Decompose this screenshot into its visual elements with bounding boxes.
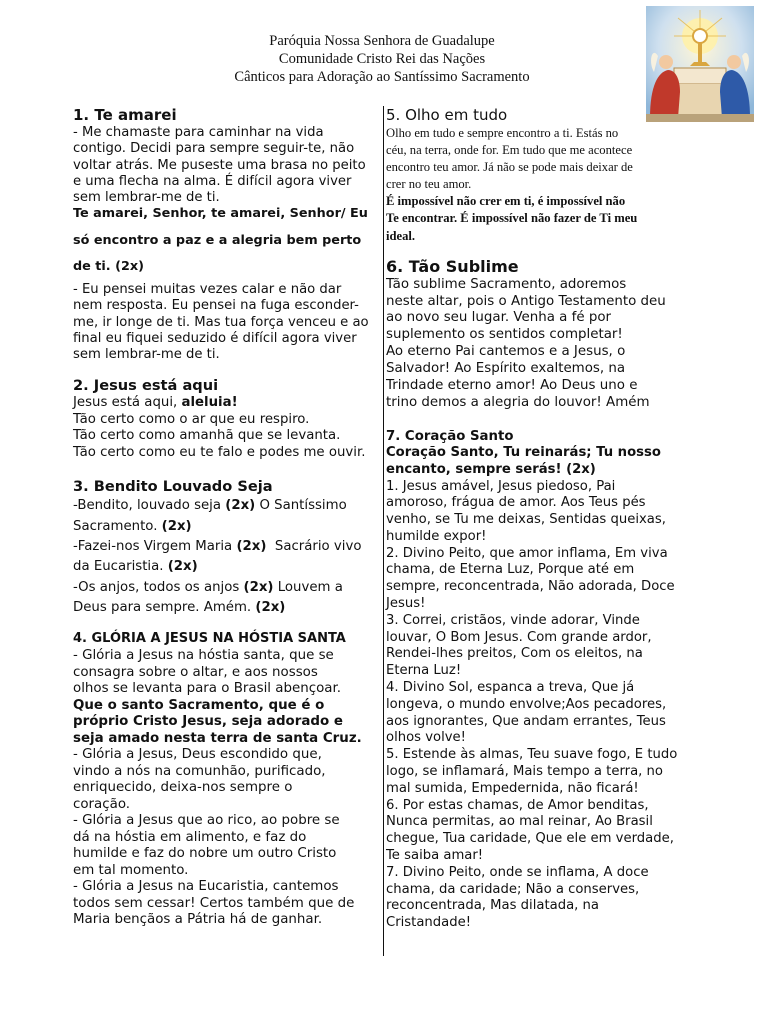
song-2-alleluia: aleluia! bbox=[181, 395, 238, 411]
song-5-title: 5. Olho em tudo bbox=[386, 106, 508, 124]
repeat-marker: (2x) bbox=[255, 599, 286, 615]
song-2-title: 2. Jesus está aqui bbox=[73, 377, 219, 395]
song-6-text: Tão sublime Sacramento, adoremos neste altar, pois o Antigo Testamento deu ao novo seu lugar. Venha a fé por suplemento os sentidos completar! Ao eterno Pai cantemos e a Jesus, o Salvador! Ao Espírito exaltemos, na Trindade eterno amor! Ao Deus uno e trino demos a alegria do louvor! Amém bbox=[386, 276, 666, 410]
song-7-verses: 1. Jesus amável, Jesus piedoso, Pai amoroso, frágua de amor. Aos Teus pés venho, se Tu me deixas, Sentidas queixas, humilde expor! 2. Divino Peito, que amor inflama, Em viva chama, de Eterna Luz, Porque até em sempre, reconcentrada, Não adorada, Doce Jesus! 3. Correi, cristãos, vinde adorar, Vinde louvar, O Bom Jesus. Com grande ardor, Rendei-lhes preitos, Com os eleitos, na Eterna Luz! 4. Divino Sol, espanca a treva, Que já longeva, o mundo envolve;Aos pecadores, aos ignorantes, Que andam errantes, Teus olhos volve! 5. Estende às almas, Teu suave fogo, E tudo logo, se inflamará, Mais tempo a terra, no mal sumida, Empedernida, não ficará! 6. Por estas chamas, de Amor benditas, Nunca permitas, ao mal reinar, Ao Brasil chegue, Tua caridade, Que ele em verdade, Te saiba amar! 7. Divino Peito, onde se inflama, A doce chama, da caridade; Não a conserves, reconcentrada, Mas dilatada, na Cristandade! bbox=[386, 478, 678, 931]
song-5-verse: Olho em tudo e sempre encontro a ti. Estás no céu, na terra, onde for. Em tudo que me acontece encontro teu amor. Já não se pode mais deixar de crer no teu amor. bbox=[386, 126, 633, 192]
song-3-line-6 bbox=[73, 598, 385, 618]
song-1-verse-2: - Eu pensei muitas vezes calar e não dar nem resposta. Eu pensei na fuga esconder- me, ir longe de ti. Mas tua força venceu e ao final eu fiquei seduzido é difícil agora viver sem lembrar-me de ti. bbox=[73, 281, 369, 363]
song-3-title: 3. Bendito Louvado Seja bbox=[73, 478, 273, 496]
song-4-verse-2: - Glória a Jesus, Deus escondido que, vindo a nós na comunhão, purificado, enriquecido, deixa-nos sempre o coração. bbox=[73, 747, 326, 812]
song-7-title: 7. Coração Santo bbox=[386, 428, 514, 444]
song-7 bbox=[386, 428, 708, 932]
song-6-title: 6. Tão Sublime bbox=[386, 256, 519, 276]
song-4 bbox=[73, 630, 385, 929]
repeat-marker: (2x) bbox=[161, 518, 192, 534]
song-2-line-1 bbox=[73, 395, 385, 412]
song-7-refrain: Coração Santo, Tu reinarás; Tu nosso encanto, sempre serás! (2x) bbox=[386, 444, 661, 477]
song-4-verse-1: - Glória a Jesus na hóstia santa, que se consagra sobre o altar, e aos nossos olhos se levanta para o Brasil abençoar. bbox=[73, 648, 342, 697]
repeat-marker: (2x) bbox=[236, 539, 267, 555]
right-column bbox=[386, 106, 708, 932]
song-3-line-1-text: -Bendito, louvado seja bbox=[73, 498, 226, 514]
song-3-line-2-text: Sacramento. bbox=[73, 518, 162, 534]
song-3-line-3 bbox=[73, 537, 385, 557]
song-4-title: 4. GLÓRIA A JESUS NA HÓSTIA SANTA bbox=[73, 631, 346, 647]
song-6 bbox=[386, 257, 708, 412]
song-3-line-4 bbox=[73, 557, 385, 577]
song-4-refrain: Que o santo Sacramento, que é o próprio Cristo Jesus, seja adorado e seja amado nesta terra de santa Cruz. bbox=[73, 697, 362, 746]
adoration-illustration bbox=[646, 6, 754, 122]
song-1-refrain: Te amarei, Senhor, te amarei, Senhor/ Eu só encontro a paz e a alegria bem perto de ti. (2x) bbox=[73, 206, 368, 275]
song-1-title: 1. Te amarei bbox=[73, 106, 177, 124]
song-4-verse-3: - Glória a Jesus que ao rico, ao pobre se dá na hóstia em alimento, e faz do humilde e faz do nobre um outro Cristo em tal momento. bbox=[73, 813, 340, 878]
song-3-line-5 bbox=[73, 578, 385, 598]
song-3-line-3-text: -Fazei-nos Virgem Maria bbox=[73, 539, 237, 555]
song-3-line-6-text: Deus para sempre. Amém. bbox=[73, 599, 256, 615]
song-5 bbox=[386, 106, 708, 245]
document-header bbox=[150, 32, 614, 86]
left-column bbox=[73, 106, 385, 929]
parish-name: Paróquia Nossa Senhora de Guadalupe bbox=[269, 33, 495, 49]
song-3 bbox=[73, 478, 385, 618]
song-3-line-2 bbox=[73, 517, 385, 537]
document-title: Cânticos para Adoração ao Santíssimo Sacramento bbox=[234, 69, 530, 85]
repeat-marker: (2x) bbox=[243, 579, 274, 595]
song-1-verse-1: - Me chamaste para caminhar na vida contigo. Decidi para sempre seguir-te, não voltar atrás. Me puseste uma brasa no peito e uma flecha na alma. É difícil agora viver sem lembrar-me de ti. bbox=[73, 125, 366, 206]
song-3-line-5-end: Louvem a bbox=[273, 579, 343, 595]
song-4-verse-4: - Glória a Jesus na Eucaristia, cantemos todos sem cessar! Certos também que de Maria bençãos a Pátria há de ganhar. bbox=[73, 879, 355, 928]
song-3-line-3-end: Sacrário vivo bbox=[266, 539, 362, 555]
song-2-lines: Tão certo como o ar que eu respiro. Tão certo como amanhã que se levanta. Tão certo como eu te falo e podes me ouvir. bbox=[73, 411, 366, 460]
song-2 bbox=[73, 377, 385, 461]
song-3-line-5-text: -Os anjos, todos os anjos bbox=[73, 579, 244, 595]
song-3-line-1 bbox=[73, 496, 385, 516]
repeat-marker: (2x) bbox=[167, 559, 198, 575]
community-name: Comunidade Cristo Rei das Nações bbox=[278, 51, 486, 67]
song-3-line-1-end: O Santíssimo bbox=[255, 498, 347, 514]
song-1 bbox=[73, 106, 385, 363]
song-5-refrain: É impossível não crer em ti, é impossível não Te encontrar. É impossível não fazer de Ti meu ideal. bbox=[386, 194, 638, 243]
repeat-marker: (2x) bbox=[225, 498, 256, 514]
song-3-line-4-text: da Eucaristia. bbox=[73, 559, 168, 575]
song-2-line-1-text: Jesus está aqui, bbox=[73, 395, 182, 411]
